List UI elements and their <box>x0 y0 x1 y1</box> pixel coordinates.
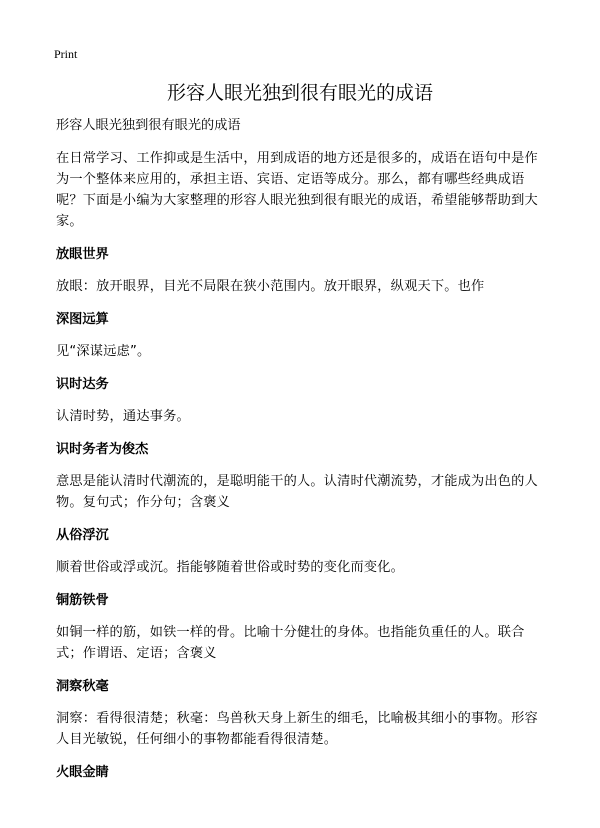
section-heading: 深图远算 <box>56 312 109 327</box>
section-text: 如铜一样的筋，如铁一样的骨。比喻十分健壮的身体。也指能负重任的人。联合式；作谓语、定语；含褒义 <box>56 625 525 661</box>
section-heading: 洞察秋毫 <box>56 679 109 694</box>
section-text: 放眼：放开眼界，目光不局限在狭小范围内。放开眼界，纵观天下。也作 <box>56 279 485 294</box>
section-heading: 从俗浮沉 <box>56 528 109 543</box>
section-heading: 识时达务 <box>56 377 109 392</box>
section-huoyan-jinjing <box>56 763 550 783</box>
intro-paragraph: 在日常学习、工作抑或是生活中，用到成语的地方还是很多的，成语在语句中是作为一个整体来应用的，承担主语、宾语、定语等成分。那么，都有哪些经典成语呢？下面是小编为大家整理的形容人眼光独到很有眼光的成语，希望能够帮助到大家。 <box>56 151 538 229</box>
section-text: 见“深谋远虑”。 <box>56 344 151 359</box>
section-shentu-yuansuan <box>56 310 550 362</box>
print-link[interactable]: Print <box>54 47 78 61</box>
section-text: 顺着世俗或浮或沉。指能够随着世俗或时势的变化而变化。 <box>56 560 405 575</box>
article-subtitle: 形容人眼光独到很有眼光的成语 <box>56 118 241 133</box>
section-heading: 火眼金睛 <box>56 765 109 780</box>
section-text: 认清时势，通达事务。 <box>56 409 190 424</box>
section-tongjin-tiegu <box>56 591 550 664</box>
section-shishiwu-zhe <box>56 440 550 513</box>
section-dongcha-qiuhao <box>56 677 550 750</box>
page-title: 形容人眼光独到很有眼光的成语 <box>166 82 433 104</box>
section-fangyan-shijie <box>56 245 550 297</box>
section-congsu-fuchen <box>56 526 550 578</box>
section-text: 意思是能认清时代潮流的，是聪明能干的人。认清时代潮流势，才能成为出色的人物。复句式；作分句；含褒义 <box>56 474 538 510</box>
article-body <box>56 116 550 796</box>
section-heading: 识时务者为俊杰 <box>56 442 149 457</box>
section-heading: 放眼世界 <box>56 247 109 262</box>
section-shishi-dawu <box>56 375 550 427</box>
section-heading: 铜筋铁骨 <box>56 593 109 608</box>
section-text: 洞察：看得很清楚；秋毫：鸟兽秋天身上新生的细毛，比喻极其细小的事物。形容人目光敏锐，任何细小的事物都能看得很清楚。 <box>56 711 538 747</box>
